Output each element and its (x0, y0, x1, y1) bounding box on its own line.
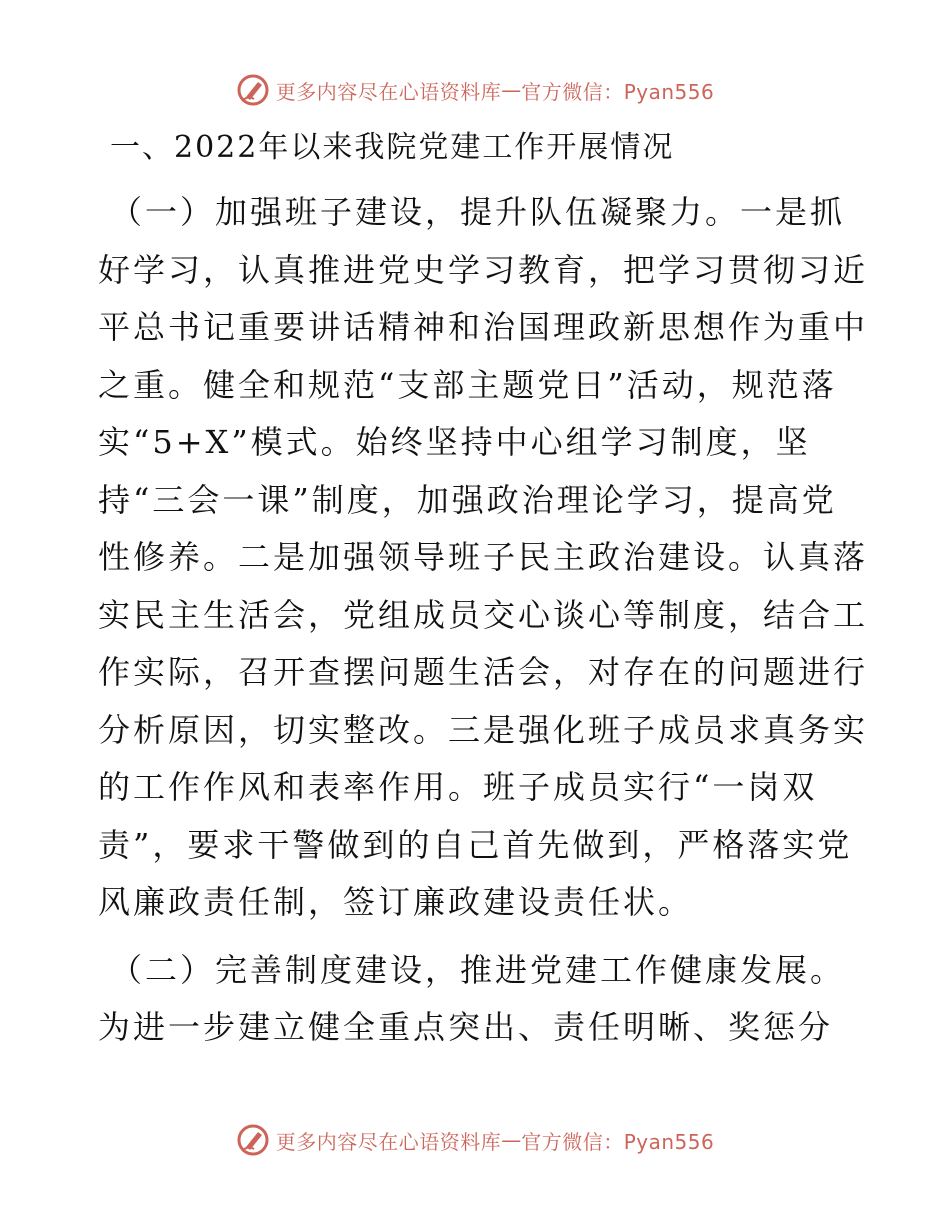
section-heading: 一、2022年以来我院党建工作开展情况 (110, 130, 675, 165)
paragraph-line: 为进一步建立健全重点突出、责任明晰、奖惩分 (98, 1008, 834, 1046)
paragraph-line: 分析原因，切实整改。三是强化班子成员求真务实 (98, 710, 869, 749)
paragraph-line: （一）加强班子建设，提升队伍凝聚力。一是抓 (110, 193, 846, 231)
watermark-separator: — (501, 78, 522, 102)
watermark-suffix: 官方微信：Pyan556 (521, 1129, 715, 1154)
paragraph-line: 好学习，认真推进党史学习教育，把学习贯彻习近 (98, 250, 869, 289)
paragraph-line: 性修养。二是加强领导班子民主政治建设。认真落 (98, 538, 869, 576)
paragraph-line: 之重。健全和规范“支部主题党日”活动，规范落 (98, 365, 837, 404)
watermark-text: 更多内容尽在心语资料库 (275, 79, 502, 104)
watermark-separator: — (501, 1128, 522, 1152)
paragraph-line: 风廉政责任制，签订廉政建设责任状。 (98, 883, 694, 921)
paragraph-line: 实民主生活会，党组成员交心谈心等制度，结合工 (98, 595, 869, 634)
paragraph-line: 责”，要求干警做到的自己首先做到，严格落实党 (98, 825, 853, 864)
paragraph-line: 作实际，召开查摆问题生活会，对存在的问题进行 (98, 653, 869, 691)
watermark-suffix: 官方微信：Pyan556 (521, 79, 715, 104)
pen-logo-icon (236, 1123, 270, 1157)
paragraph-line: （二）完善制度建设，推进党建工作健康发展。 (110, 950, 846, 989)
document-body (98, 124, 869, 1057)
watermark-header (0, 70, 950, 110)
paragraph-line: 平总书记重要讲话精神和治国理政新思想作为重中 (98, 308, 869, 346)
paragraph-2 (98, 942, 858, 1057)
watermark-footer (0, 1120, 950, 1160)
watermark-text: 更多内容尽在心语资料库 (275, 1129, 502, 1154)
paragraph-1 (98, 184, 869, 932)
paragraph-line: 实“5+X”模式。始终坚持中心组学习制度，坚 (98, 423, 811, 461)
pen-logo-icon (236, 73, 270, 107)
paragraph-line: 的工作作风和表率作用。班子成员实行“一岗双 (98, 768, 818, 806)
paragraph-line: 持“三会一课”制度，加强政治理论学习，提高党 (98, 480, 837, 519)
paragraph-gap (98, 932, 858, 942)
